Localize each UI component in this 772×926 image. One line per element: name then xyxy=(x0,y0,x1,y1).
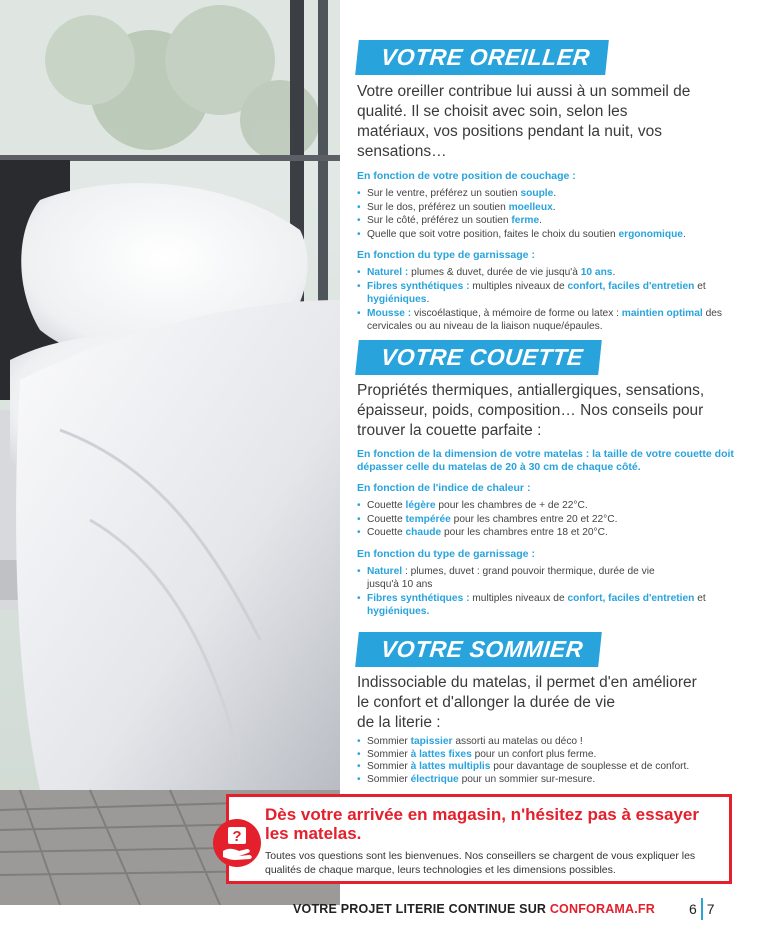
base-list xyxy=(357,736,757,786)
callout-title: Dès votre arrivée en magasin, n'hésitez pas à essayer les matelas. xyxy=(265,805,699,843)
base-intro-line-2: le confort et d'allonger la durée de vie xyxy=(357,694,616,711)
bedroom-photo xyxy=(0,0,340,905)
footer-brand-link[interactable]: CONFORAMA.FR xyxy=(549,902,655,916)
duvet-warmth-list xyxy=(357,499,757,540)
duvet-filling-list xyxy=(357,565,706,619)
base-intro-line-1: Indissociable du matelas, il permet d'en améliorer xyxy=(357,674,697,691)
pillow-position-heading: En fonction de votre position de couchage : xyxy=(357,170,576,182)
list-item: • Sommier électrique pour un sommier sur-mesure. xyxy=(357,774,757,787)
footer-text: VOTRE PROJET LITERIE CONTINUE SUR xyxy=(293,902,550,916)
store-tip-callout xyxy=(226,794,732,884)
duvet-dimension-note: En fonction de la dimension de votre matelas : la taille de votre couette doit dépasser celle du matelas de 20 à 30 cm de chaque côté. xyxy=(357,448,734,473)
list-item: • Sommier tapissier assorti au matelas ou déco ! xyxy=(357,736,757,749)
list-item: • Naturel : plumes & duvet, durée de vie jusqu'à 10 ans. xyxy=(357,266,757,280)
duvet-title: VOTRE COUETTE xyxy=(379,344,585,370)
list-item: • Couette chaude pour les chambres entre 18 et 20°C. xyxy=(357,526,757,540)
list-item: • Sur le ventre, préférez un soutien souple. xyxy=(357,187,757,201)
list-item: • Couette légère pour les chambres de + de 22°C. xyxy=(357,499,757,513)
callout-body: Toutes vos questions sont les bienvenues. Nos conseillers se chargent de vous expliquer les qualités de chaque marque, leurs technologies et les dimensions possibles. xyxy=(265,850,696,876)
page-number-right: 7 xyxy=(706,901,715,917)
base-section xyxy=(357,673,757,786)
pillow-filling-heading: En fonction du type de garnissage : xyxy=(357,249,535,261)
duvet-banner xyxy=(355,340,602,375)
list-item: • Naturel : plumes, duvet : grand pouvoir thermique, durée de vie jusqu'à 10 ans xyxy=(357,565,687,592)
base-intro-line-3: de la literie : xyxy=(357,714,441,731)
list-item: • Sur le dos, préférez un soutien moelleux. xyxy=(357,201,757,215)
list-item: • Mousse : viscoélastique, à mémoire de forme ou latex : maintien optimal des cervicales ou au niveau de la liaison nuque/épaules. xyxy=(357,307,757,334)
pillow-section xyxy=(357,82,757,334)
list-item: • Quelle que soit votre position, faites le choix du soutien ergonomique. xyxy=(357,228,757,242)
base-title: VOTRE SOMMIER xyxy=(379,636,585,662)
page-numbers xyxy=(689,898,715,920)
question-hand-icon xyxy=(213,819,261,867)
duvet-intro: Propriétés thermiques, antiallergiques, sensations, épaisseur, poids, composition… Nos conseils pour trouver la couette parfaite : xyxy=(357,382,705,439)
pillow-title: VOTRE OREILLER xyxy=(379,44,592,70)
duvet-filling-heading: En fonction du type de garnissage : xyxy=(357,547,535,560)
duvet-section xyxy=(357,381,757,619)
list-item: • Sommier à lattes multiplis pour davantage de souplesse et de confort. xyxy=(357,761,757,774)
footer-line xyxy=(293,902,655,916)
pillow-filling-list xyxy=(357,266,757,334)
page-number-left: 6 xyxy=(689,901,697,917)
duvet-warmth-heading: En fonction de l'indice de chaleur : xyxy=(357,482,531,494)
list-item: • Couette tempérée pour les chambres entre 20 et 22°C. xyxy=(357,513,757,527)
question-glyph: ? xyxy=(232,828,242,845)
base-banner xyxy=(355,632,602,667)
list-item: • Sommier à lattes fixes pour un confort plus ferme. xyxy=(357,749,757,762)
pillow-position-list xyxy=(357,187,757,241)
list-item: • Sur le côté, préférez un soutien ferme. xyxy=(357,214,757,228)
pillow-banner xyxy=(355,40,609,75)
page-divider xyxy=(701,898,703,920)
list-item: • Fibres synthétiques : multiples niveaux de confort, faciles d'entretien et hygiéniques. xyxy=(357,280,757,307)
pillow-intro: Votre oreiller contribue lui aussi à un sommeil de qualité. Il se choisit avec soin, selon les matériaux, vos positions pendant la nuit, vos sensations… xyxy=(357,83,691,160)
list-item: • Fibres synthétiques : multiples niveaux de confort, faciles d'entretien et hygiéniques. xyxy=(357,592,747,619)
